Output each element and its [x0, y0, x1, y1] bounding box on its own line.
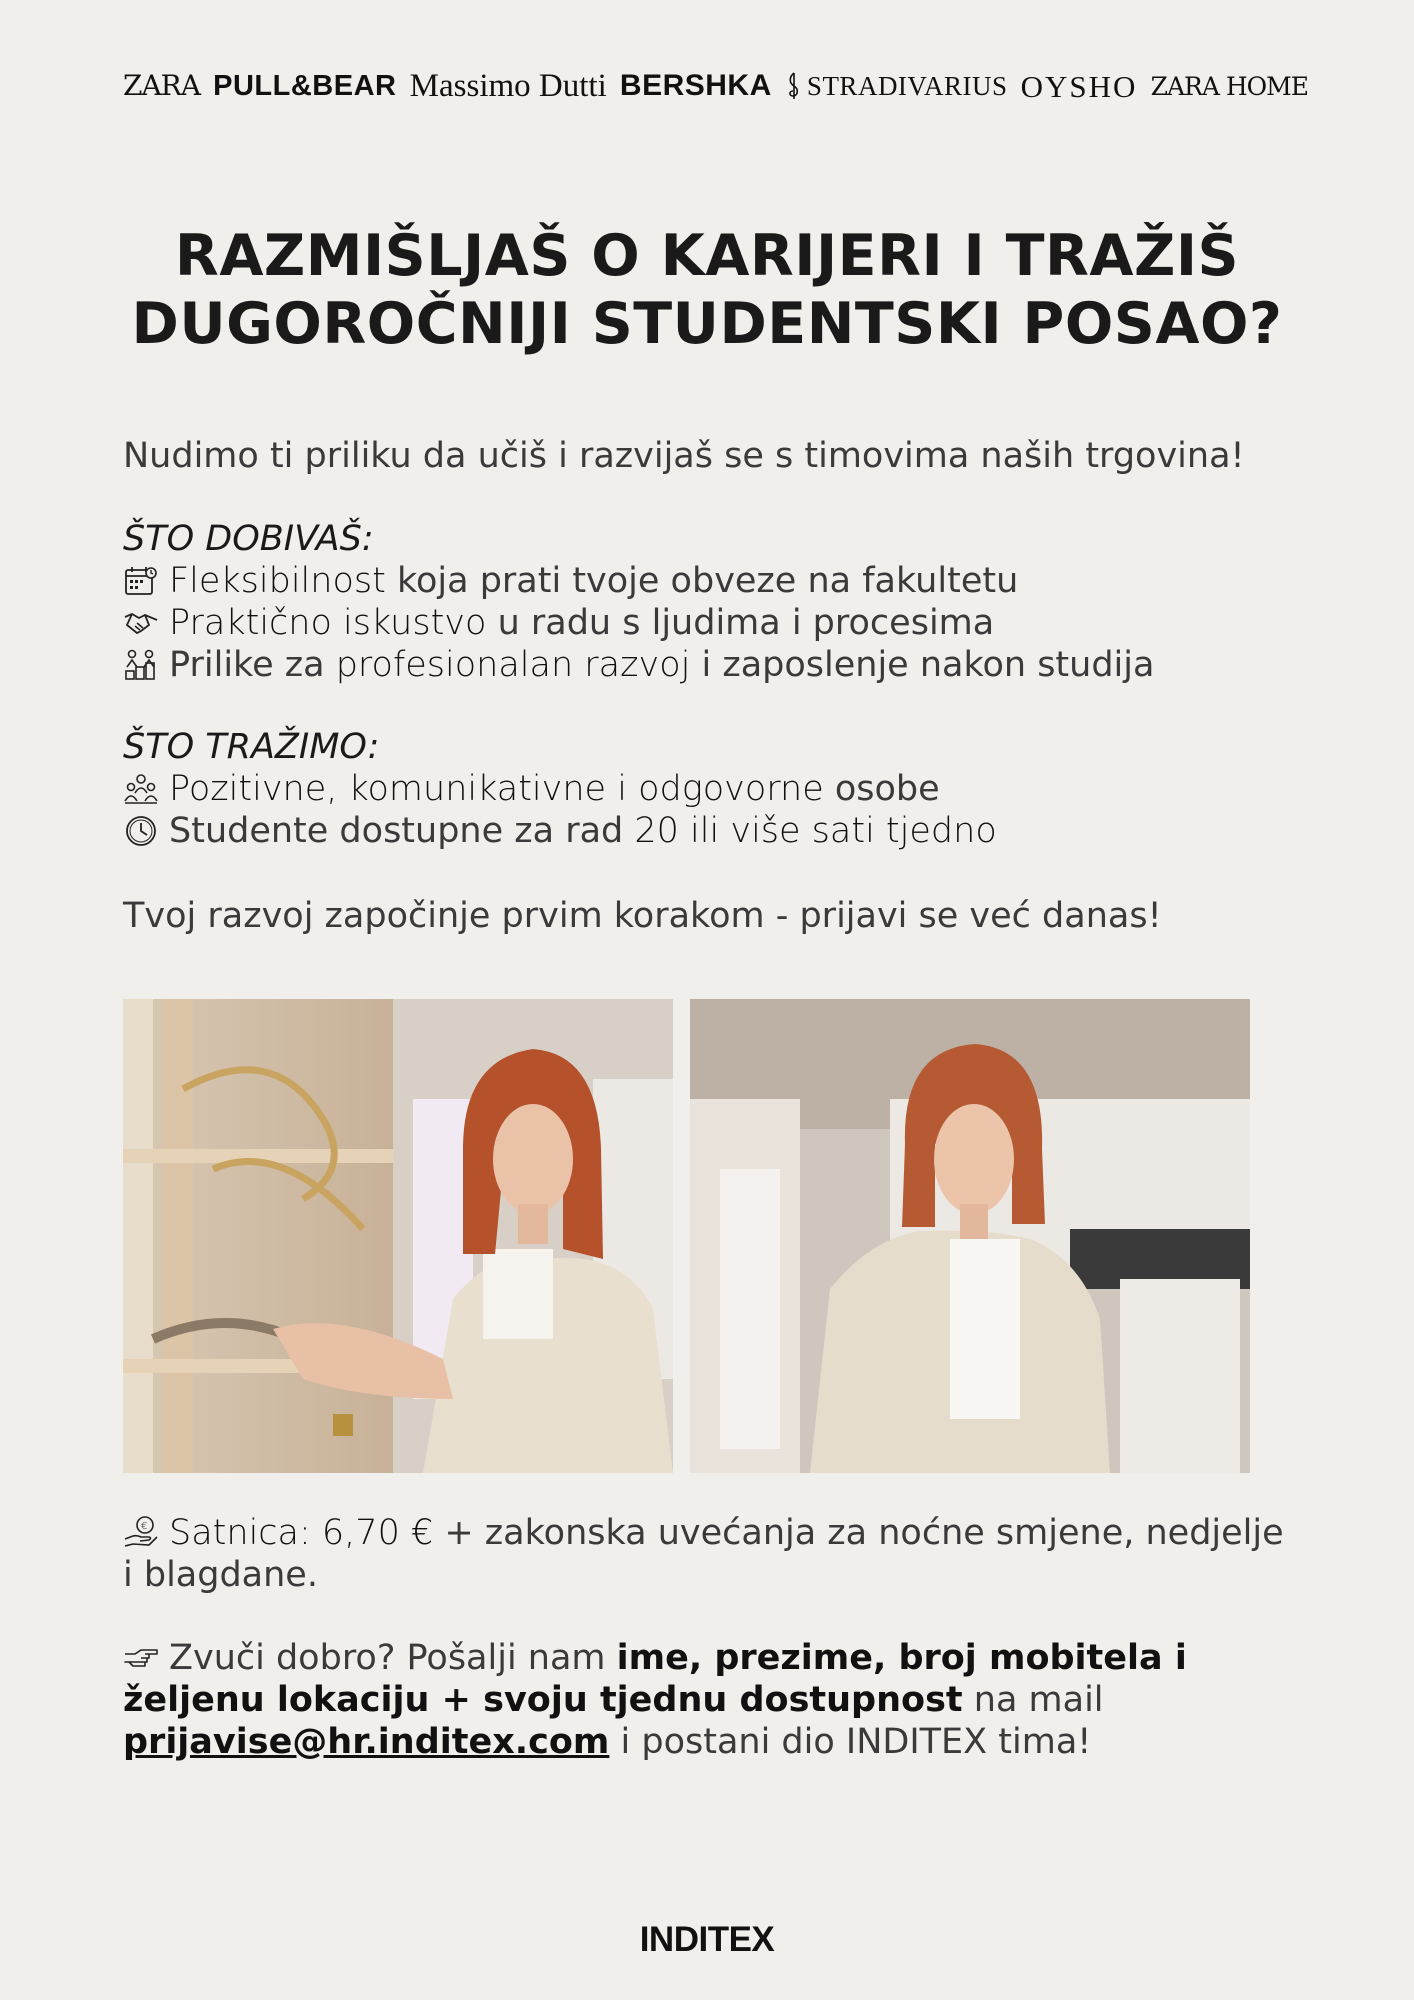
bershka-logo: BERSHKA [619, 69, 772, 102]
offer-section [123, 518, 1333, 686]
offer-item-experience: Praktično iskustvo u radu s ljudima i procesima [123, 602, 1333, 644]
calendar-icon [123, 563, 159, 599]
svg-text:€: € [141, 1521, 148, 1532]
zara-home-logo: ZARA HOME [1150, 71, 1308, 101]
offer-item-flexibility: Fleksibilnost koja prati tvoje obveze na fakultetu [123, 560, 1333, 602]
headline-line-1: RAZMIŠLJAŠ O KARIJERI I TRAŽIŠ [174, 223, 1240, 289]
headline [0, 222, 1414, 358]
handshake-icon [123, 605, 159, 641]
seek-item-availability: Studente dostupne za rad 20 ili više sati tjedno [123, 810, 1333, 852]
email-link[interactable]: prijavise@hr.inditex.com [123, 1722, 610, 1762]
cta-text: Tvoj razvoj započinje prvim korakom - prijavi se već danas! [123, 896, 1162, 936]
massimo-dutti-logo: Massimo Dutti [409, 67, 607, 104]
seek-item-personality: Pozitivne, komunikativne i odgovorne osobe [123, 768, 1333, 810]
stradivarius-text: STRADIVARIUS [806, 70, 1008, 101]
oysho-logo: OYSHO [1020, 68, 1138, 104]
team-icon [123, 771, 159, 807]
wage-line-2: i blagdane. [123, 1555, 318, 1595]
stradivarius-logo [785, 71, 1008, 101]
career-growth-icon [123, 647, 159, 683]
treble-clef-icon [785, 71, 803, 101]
apply-section: Zvuči dobro? Pošalji nam ime, prezime, broj mobitela i željenu lokaciju + svoju tjednu dostupnost na mail prijavise@hr.inditex.com i postani dio INDITEX tima! [123, 1638, 1187, 1762]
seek-title: ŠTO TRAŽIMO: [123, 727, 380, 767]
inditex-logo: INDITEX [639, 1920, 775, 1959]
offer-title: ŠTO DOBIVAŠ: [123, 519, 374, 559]
seek-section [123, 726, 1333, 852]
euro-hand-icon [123, 1515, 159, 1551]
photo-employee-portrait [690, 999, 1250, 1473]
pointing-hand-icon [123, 1640, 159, 1676]
intro-text: Nudimo ti priliku da učiš i razvijaš se s timovima naših trgovina! [123, 436, 1245, 476]
pull-and-bear-logo: PULL&BEAR [213, 69, 397, 102]
headline-line-2: DUGOROČNIJI STUDENTSKI POSAO? [131, 291, 1283, 357]
brand-logo-row [123, 64, 1308, 108]
photo-employee-arranging-accessories [123, 999, 673, 1473]
zara-logo: ZARA [123, 69, 200, 102]
wage-section: € Satnica: 6,70 € + zakonska uvećanja za noćne smjene, nedjelje i blagdane. [123, 1512, 1333, 1596]
offer-item-development: Prilike za profesionalan razvoj i zaposlenje nakon studija [123, 644, 1333, 686]
clock-icon [123, 813, 159, 849]
